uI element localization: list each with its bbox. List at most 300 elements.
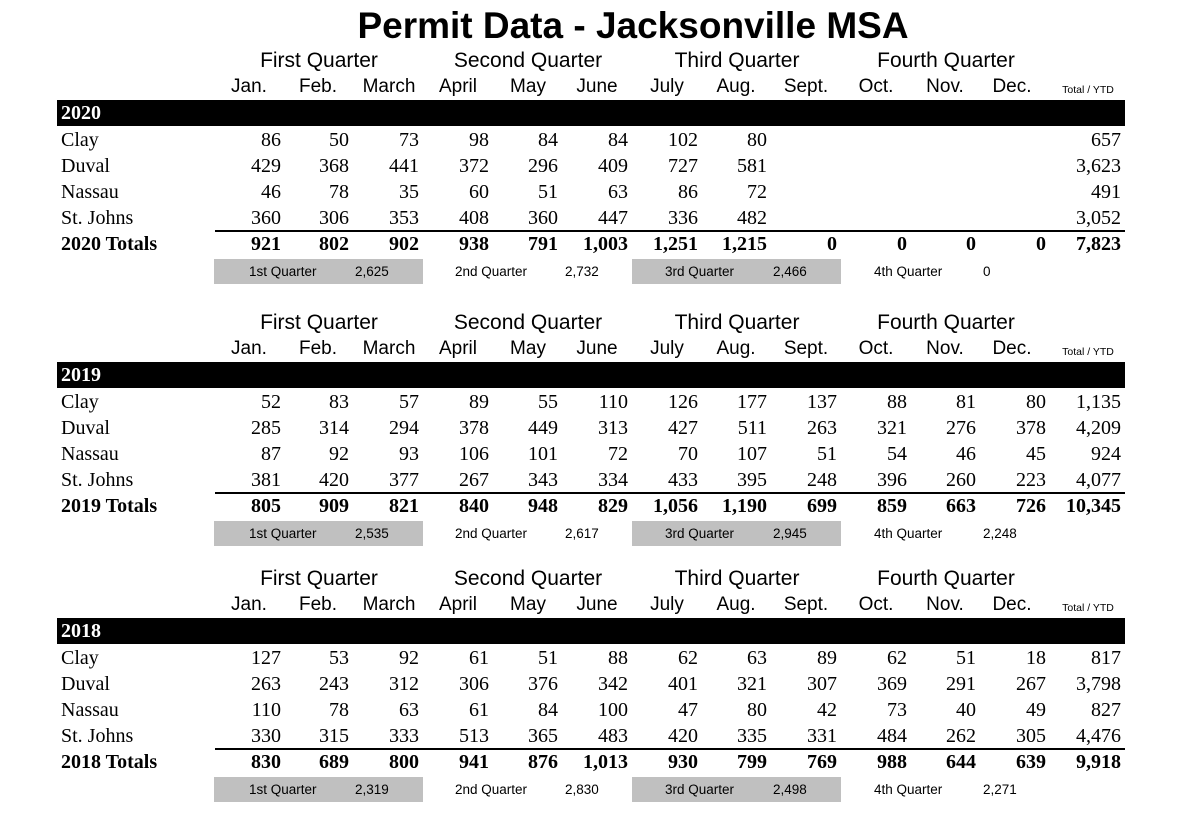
table-cell: 262 xyxy=(946,725,976,747)
row-label: St. Johns xyxy=(61,207,134,229)
quarter-summary-label: 2nd Quarter xyxy=(455,782,528,797)
month-header: April xyxy=(438,76,477,97)
totals-cell: 876 xyxy=(528,751,558,773)
table-cell: 427 xyxy=(668,417,698,439)
totals-cell: 791 xyxy=(528,233,558,255)
quarter-header: First Quarter xyxy=(260,311,378,334)
table-cell: 360 xyxy=(528,207,558,229)
quarter-summary-value: 2,945 xyxy=(773,526,807,541)
quarter-summary-value: 2,498 xyxy=(773,782,807,797)
month-header: Oct. xyxy=(858,338,894,359)
totals-cell: 1,190 xyxy=(722,495,767,517)
month-header: Aug. xyxy=(716,76,756,97)
row-total: 491 xyxy=(1091,181,1121,203)
table-cell: 368 xyxy=(319,155,349,177)
table-cell: 73 xyxy=(887,699,907,721)
total-ytd-header: Total / YTD xyxy=(1062,84,1114,96)
table-cell: 102 xyxy=(668,129,698,151)
totals-cell: 663 xyxy=(946,495,976,517)
totals-cell: 1,013 xyxy=(583,751,628,773)
quarter-header: First Quarter xyxy=(260,567,378,590)
month-header: June xyxy=(576,76,618,97)
table-cell: 395 xyxy=(737,469,767,491)
totals-cell: 830 xyxy=(251,751,281,773)
table-cell: 511 xyxy=(737,417,767,439)
table-cell: 429 xyxy=(251,155,281,177)
table-cell: 47 xyxy=(678,699,698,721)
year-bar: 2020 xyxy=(57,100,1125,126)
table-cell: 306 xyxy=(459,673,489,695)
table-cell: 334 xyxy=(598,469,628,491)
table-cell: 353 xyxy=(389,207,419,229)
totals-cell: 805 xyxy=(251,495,281,517)
quarter-summary xyxy=(423,521,632,546)
table-row xyxy=(0,723,1200,749)
table-cell: 61 xyxy=(469,699,489,721)
quarter-summary-value: 2,535 xyxy=(355,526,389,541)
row-total: 4,077 xyxy=(1076,469,1121,491)
quarter-summary-label: 2nd Quarter xyxy=(455,526,528,541)
month-header: Oct. xyxy=(858,76,894,97)
quarter-header: Fourth Quarter xyxy=(877,567,1015,590)
quarter-summary-value: 0 xyxy=(983,264,991,279)
table-cell: 61 xyxy=(469,647,489,669)
totals-cell: 1,003 xyxy=(583,233,628,255)
month-header: Nov. xyxy=(926,76,964,97)
table-cell: 378 xyxy=(459,417,489,439)
table-cell: 378 xyxy=(1016,417,1046,439)
table-cell: 420 xyxy=(319,469,349,491)
table-cell: 294 xyxy=(389,417,419,439)
table-cell: 377 xyxy=(389,469,419,491)
totals-cell: 1,056 xyxy=(653,495,698,517)
table-cell: 45 xyxy=(1026,443,1046,465)
month-header: Nov. xyxy=(926,338,964,359)
totals-cell: 0 xyxy=(897,233,907,255)
table-cell: 63 xyxy=(608,181,628,203)
table-cell: 263 xyxy=(807,417,837,439)
quarter-header: Second Quarter xyxy=(453,567,603,590)
month-header: July xyxy=(650,594,684,615)
quarter-summary-value: 2,319 xyxy=(355,782,389,797)
table-cell: 372 xyxy=(459,155,489,177)
quarter-summary-label: 4th Quarter xyxy=(874,782,943,797)
month-header: Sept. xyxy=(783,338,829,359)
table-cell: 88 xyxy=(608,647,628,669)
quarter-summary xyxy=(841,259,1050,284)
quarter-summary-label: 1st Quarter xyxy=(249,526,317,541)
totals-cell: 938 xyxy=(459,233,489,255)
totals-cell: 840 xyxy=(459,495,489,517)
totals-label: 2019 Totals xyxy=(61,495,158,517)
table-row xyxy=(0,441,1200,467)
table-cell: 93 xyxy=(399,443,419,465)
table-cell: 285 xyxy=(251,417,281,439)
table-cell: 110 xyxy=(598,391,628,413)
table-cell: 72 xyxy=(608,443,628,465)
table-cell: 409 xyxy=(598,155,628,177)
table-cell: 78 xyxy=(329,699,349,721)
table-cell: 35 xyxy=(399,181,419,203)
table-row xyxy=(0,127,1200,153)
month-header: July xyxy=(650,76,684,97)
table-cell: 420 xyxy=(668,725,698,747)
month-header: June xyxy=(576,594,618,615)
table-cell: 98 xyxy=(469,129,489,151)
quarter-summary-value: 2,830 xyxy=(565,782,599,797)
month-header: Nov. xyxy=(926,594,964,615)
totals-cell: 930 xyxy=(668,751,698,773)
table-cell: 267 xyxy=(459,469,489,491)
table-cell: 433 xyxy=(668,469,698,491)
table-cell: 342 xyxy=(598,673,628,695)
table-cell: 267 xyxy=(1016,673,1046,695)
table-cell: 401 xyxy=(668,673,698,695)
totals-cell: 639 xyxy=(1016,751,1046,773)
month-header: March xyxy=(362,76,416,97)
table-cell: 727 xyxy=(668,155,698,177)
table-cell: 51 xyxy=(817,443,837,465)
table-cell: 100 xyxy=(598,699,628,721)
totals-row xyxy=(0,231,1200,257)
table-cell: 177 xyxy=(737,391,767,413)
table-cell: 307 xyxy=(807,673,837,695)
table-cell: 313 xyxy=(598,417,628,439)
page-title: Permit Data - Jacksonville MSA xyxy=(357,5,909,46)
table-row xyxy=(0,389,1200,415)
table-cell: 50 xyxy=(329,129,349,151)
table-cell: 381 xyxy=(251,469,281,491)
quarter-summary-label: 1st Quarter xyxy=(249,782,317,797)
table-cell: 248 xyxy=(807,469,837,491)
year-bar: 2019 xyxy=(57,362,1125,388)
table-cell: 314 xyxy=(319,417,349,439)
quarter-summary-value: 2,625 xyxy=(355,264,389,279)
table-cell: 40 xyxy=(956,699,976,721)
quarter-summary-value: 2,617 xyxy=(565,526,599,541)
quarter-summary xyxy=(841,777,1050,802)
quarter-summary xyxy=(214,777,423,802)
month-header: Dec. xyxy=(992,338,1032,359)
quarter-summary-label: 3rd Quarter xyxy=(665,526,735,541)
table-cell: 305 xyxy=(1016,725,1046,747)
table-cell: 306 xyxy=(319,207,349,229)
table-cell: 296 xyxy=(528,155,558,177)
row-total: 4,476 xyxy=(1076,725,1121,747)
table-cell: 51 xyxy=(538,647,558,669)
totals-cell: 948 xyxy=(528,495,558,517)
table-cell: 51 xyxy=(538,181,558,203)
table-cell: 80 xyxy=(747,129,767,151)
table-cell: 315 xyxy=(319,725,349,747)
table-cell: 80 xyxy=(1026,391,1046,413)
table-cell: 80 xyxy=(747,699,767,721)
totals-cell: 1,215 xyxy=(722,233,767,255)
grand-total: 10,345 xyxy=(1066,495,1121,517)
month-header: Sept. xyxy=(783,594,829,615)
table-cell: 92 xyxy=(399,647,419,669)
month-header: April xyxy=(438,338,477,359)
table-cell: 408 xyxy=(459,207,489,229)
month-header: April xyxy=(438,594,477,615)
table-cell: 84 xyxy=(538,129,558,151)
totals-cell: 821 xyxy=(389,495,419,517)
table-cell: 54 xyxy=(887,443,907,465)
table-cell: 126 xyxy=(668,391,698,413)
table-cell: 87 xyxy=(261,443,281,465)
table-cell: 73 xyxy=(399,129,419,151)
month-header: March xyxy=(362,594,416,615)
row-total: 3,623 xyxy=(1076,155,1121,177)
table-cell: 88 xyxy=(887,391,907,413)
grand-total: 7,823 xyxy=(1076,233,1121,255)
table-cell: 331 xyxy=(807,725,837,747)
month-header: Jan. xyxy=(231,594,267,615)
month-header: Jan. xyxy=(231,76,267,97)
table-cell: 86 xyxy=(261,129,281,151)
quarter-summary xyxy=(423,259,632,284)
quarter-header: Third Quarter xyxy=(674,49,800,72)
totals-cell: 1,251 xyxy=(653,233,698,255)
totals-cell: 909 xyxy=(319,495,349,517)
row-label: Nassau xyxy=(61,443,119,465)
quarter-summary xyxy=(214,521,423,546)
totals-label: 2018 Totals xyxy=(61,751,158,773)
quarter-summary-label: 4th Quarter xyxy=(874,264,943,279)
quarter-summary xyxy=(214,259,423,284)
table-cell: 360 xyxy=(251,207,281,229)
table-cell: 63 xyxy=(399,699,419,721)
row-label: Duval xyxy=(61,673,110,695)
table-cell: 223 xyxy=(1016,469,1046,491)
quarter-summary-label: 4th Quarter xyxy=(874,526,943,541)
month-header: March xyxy=(362,338,416,359)
quarter-summary-value: 2,271 xyxy=(983,782,1017,797)
table-cell: 312 xyxy=(389,673,419,695)
row-total: 3,798 xyxy=(1076,673,1121,695)
table-cell: 57 xyxy=(399,391,419,413)
totals-cell: 802 xyxy=(319,233,349,255)
row-total: 924 xyxy=(1091,443,1121,465)
quarter-header: Third Quarter xyxy=(674,567,800,590)
quarter-header: Second Quarter xyxy=(453,49,603,72)
table-row xyxy=(0,205,1200,231)
table-cell: 137 xyxy=(807,391,837,413)
quarter-summary-label: 2nd Quarter xyxy=(455,264,528,279)
table-cell: 263 xyxy=(251,673,281,695)
totals-cell: 902 xyxy=(389,233,419,255)
table-cell: 86 xyxy=(678,181,698,203)
row-label: St. Johns xyxy=(61,469,134,491)
table-cell: 81 xyxy=(956,391,976,413)
grand-total: 9,918 xyxy=(1076,751,1121,773)
table-row xyxy=(0,697,1200,723)
table-cell: 483 xyxy=(598,725,628,747)
row-label: Duval xyxy=(61,417,110,439)
table-cell: 83 xyxy=(329,391,349,413)
totals-cell: 0 xyxy=(827,233,837,255)
quarter-summary xyxy=(632,777,841,802)
table-cell: 110 xyxy=(251,699,281,721)
table-cell: 49 xyxy=(1026,699,1046,721)
table-cell: 333 xyxy=(389,725,419,747)
totals-cell: 859 xyxy=(877,495,907,517)
quarter-header: Third Quarter xyxy=(674,311,800,334)
row-label: Duval xyxy=(61,155,110,177)
row-label: Clay xyxy=(61,647,99,669)
table-cell: 63 xyxy=(747,647,767,669)
totals-cell: 800 xyxy=(389,751,419,773)
row-total: 817 xyxy=(1091,647,1121,669)
quarter-summary-value: 2,732 xyxy=(565,264,599,279)
table-cell: 52 xyxy=(261,391,281,413)
quarter-summary xyxy=(423,777,632,802)
table-cell: 369 xyxy=(877,673,907,695)
table-cell: 101 xyxy=(528,443,558,465)
table-cell: 513 xyxy=(459,725,489,747)
row-label: St. Johns xyxy=(61,725,134,747)
month-header: Dec. xyxy=(992,594,1032,615)
row-total: 827 xyxy=(1091,699,1121,721)
month-header: Jan. xyxy=(231,338,267,359)
quarter-summary-label: 1st Quarter xyxy=(249,264,317,279)
month-header: Aug. xyxy=(716,594,756,615)
row-total: 4,209 xyxy=(1076,417,1121,439)
table-cell: 62 xyxy=(887,647,907,669)
row-label: Clay xyxy=(61,129,99,151)
table-row xyxy=(0,467,1200,493)
table-cell: 243 xyxy=(319,673,349,695)
table-cell: 60 xyxy=(469,181,489,203)
table-row xyxy=(0,415,1200,441)
totals-cell: 699 xyxy=(807,495,837,517)
totals-cell: 689 xyxy=(319,751,349,773)
quarter-summary xyxy=(632,259,841,284)
totals-cell: 921 xyxy=(251,233,281,255)
table-row xyxy=(0,179,1200,205)
table-cell: 376 xyxy=(528,673,558,695)
table-cell: 53 xyxy=(329,647,349,669)
table-cell: 106 xyxy=(459,443,489,465)
table-cell: 46 xyxy=(261,181,281,203)
table-cell: 396 xyxy=(877,469,907,491)
table-cell: 449 xyxy=(528,417,558,439)
table-cell: 482 xyxy=(737,207,767,229)
table-cell: 46 xyxy=(956,443,976,465)
month-header: Oct. xyxy=(858,594,894,615)
quarter-summary-label: 3rd Quarter xyxy=(665,264,735,279)
totals-row xyxy=(0,749,1200,775)
total-ytd-header: Total / YTD xyxy=(1062,346,1114,358)
table-cell: 72 xyxy=(747,181,767,203)
table-row xyxy=(0,645,1200,671)
quarter-header: Fourth Quarter xyxy=(877,311,1015,334)
table-cell: 127 xyxy=(251,647,281,669)
table-cell: 84 xyxy=(608,129,628,151)
table-cell: 70 xyxy=(678,443,698,465)
month-header: May xyxy=(510,338,546,359)
table-row xyxy=(0,671,1200,697)
table-cell: 84 xyxy=(538,699,558,721)
totals-cell: 769 xyxy=(807,751,837,773)
totals-row xyxy=(0,493,1200,519)
total-ytd-header: Total / YTD xyxy=(1062,602,1114,614)
month-header: June xyxy=(576,338,618,359)
row-label: Nassau xyxy=(61,699,119,721)
quarter-summary-label: 3rd Quarter xyxy=(665,782,735,797)
month-header: May xyxy=(510,594,546,615)
totals-cell: 644 xyxy=(946,751,976,773)
month-header: Feb. xyxy=(298,76,338,97)
month-header: Feb. xyxy=(298,338,338,359)
totals-cell: 0 xyxy=(966,233,976,255)
table-cell: 276 xyxy=(946,417,976,439)
row-label: Clay xyxy=(61,391,99,413)
table-cell: 89 xyxy=(469,391,489,413)
row-total: 1,135 xyxy=(1076,391,1121,413)
row-label: Nassau xyxy=(61,181,119,203)
totals-cell: 799 xyxy=(737,751,767,773)
table-cell: 260 xyxy=(946,469,976,491)
quarter-header: First Quarter xyxy=(260,49,378,72)
totals-cell: 829 xyxy=(598,495,628,517)
table-cell: 447 xyxy=(598,207,628,229)
quarter-header: Fourth Quarter xyxy=(877,49,1015,72)
table-cell: 336 xyxy=(668,207,698,229)
table-cell: 484 xyxy=(877,725,907,747)
table-cell: 441 xyxy=(389,155,419,177)
table-cell: 107 xyxy=(737,443,767,465)
totals-cell: 0 xyxy=(1036,233,1046,255)
table-cell: 291 xyxy=(946,673,976,695)
table-cell: 330 xyxy=(251,725,281,747)
quarter-summary-value: 2,466 xyxy=(773,264,807,279)
table-cell: 321 xyxy=(737,673,767,695)
table-cell: 365 xyxy=(528,725,558,747)
table-cell: 18 xyxy=(1026,647,1046,669)
year-bar: 2018 xyxy=(57,618,1125,644)
table-cell: 343 xyxy=(528,469,558,491)
table-cell: 335 xyxy=(737,725,767,747)
table-cell: 581 xyxy=(737,155,767,177)
quarter-summary xyxy=(632,521,841,546)
totals-label: 2020 Totals xyxy=(61,233,158,255)
month-header: Dec. xyxy=(992,76,1032,97)
month-header: Sept. xyxy=(783,76,829,97)
table-cell: 42 xyxy=(817,699,837,721)
quarter-summary-value: 2,248 xyxy=(983,526,1017,541)
table-cell: 89 xyxy=(817,647,837,669)
table-cell: 51 xyxy=(956,647,976,669)
table-cell: 92 xyxy=(329,443,349,465)
row-total: 657 xyxy=(1091,129,1121,151)
table-cell: 62 xyxy=(678,647,698,669)
table-cell: 78 xyxy=(329,181,349,203)
table-row xyxy=(0,153,1200,179)
month-header: Feb. xyxy=(298,594,338,615)
table-cell: 321 xyxy=(877,417,907,439)
totals-cell: 941 xyxy=(459,751,489,773)
totals-cell: 726 xyxy=(1016,495,1046,517)
month-header: May xyxy=(510,76,546,97)
quarter-header: Second Quarter xyxy=(453,311,603,334)
month-header: July xyxy=(650,338,684,359)
row-total: 3,052 xyxy=(1076,207,1121,229)
totals-cell: 988 xyxy=(877,751,907,773)
month-header: Aug. xyxy=(716,338,756,359)
quarter-summary xyxy=(841,521,1050,546)
table-cell: 55 xyxy=(538,391,558,413)
